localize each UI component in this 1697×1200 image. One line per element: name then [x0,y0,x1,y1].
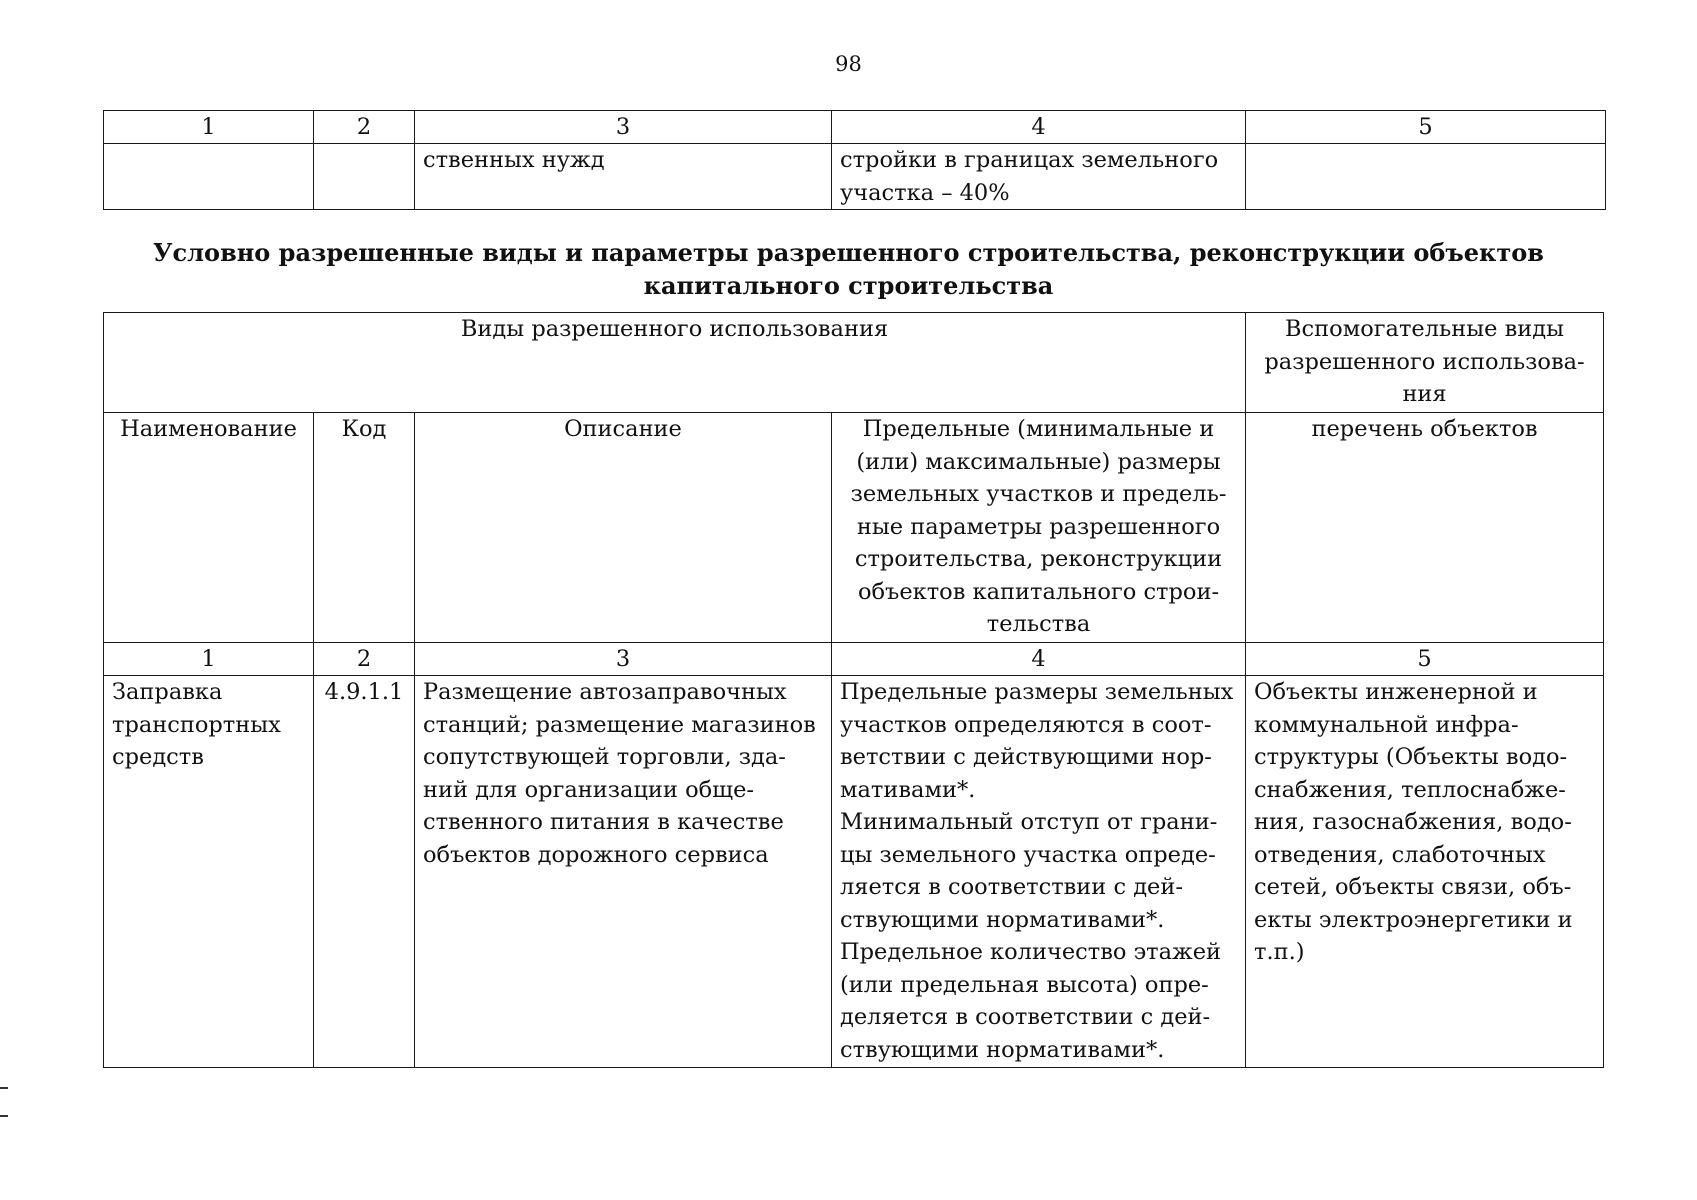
margin-mark [0,1115,8,1117]
table-cell [104,144,314,210]
column-number: 4 [832,111,1246,144]
column-number: 1 [104,643,314,676]
section-heading: Условно разрешенные виды и параметры разрешенного строительства, реконструкции объектов капитального строительства [153,238,1544,300]
group-header-main: Виды разрешенного использования [104,313,1246,413]
header-name: Наименование [104,413,314,643]
column-number: 4 [832,643,1246,676]
continuation-table [103,110,1606,210]
column-number-row [104,111,1606,144]
header-limits: Предельные (минимальные и (или) максимальные) размеры земельных участков и предель- ные параметры разрешенного строительства, реконструкции объектов капитального строи- тельства [832,413,1246,643]
page-number: 98 [835,52,862,76]
cell-limits: Предельные размеры земельных участков определяются в соот- ветствии с действующими нор- мативами*. Минимальный отступ от грани- цы земельного участка опреде- ляется в соответствии с дей- ствующими нормативами*. Предельное количество этажей (или предельная высота) опре- деляется в соответствии с дей- ствующими нормативами*. [832,676,1246,1068]
column-number-row [104,643,1604,676]
header-description: Описание [415,413,832,643]
cell-description: Размещение автозаправочных станций; размещение магазинов сопутствующей торговли, зда- ний для организации обще- ственного питания в качестве объектов дорожного сервиса [415,676,832,1068]
table-cell [314,144,415,210]
permitted-uses-table [103,312,1604,1068]
header-code: Код [314,413,415,643]
column-header-row [104,413,1604,643]
table-cell [1246,144,1606,210]
table-row [104,144,1606,210]
cell-code: 4.9.1.1 [314,676,415,1068]
margin-mark [0,1087,8,1089]
column-number: 1 [104,111,314,144]
cell-name: Заправка транспортных средств [104,676,314,1068]
table-row [104,676,1604,1068]
table-cell: стройки в границах земельного участка – 40% [832,144,1246,210]
table-cell: ственных нужд [415,144,832,210]
group-header-aux: Вспомогательные виды разрешенного использова- ния [1246,313,1604,413]
column-number: 3 [415,111,832,144]
column-number: 2 [314,111,415,144]
cell-objects: Объекты инженерной и коммунальной инфра- структуры (Объекты водо- снабжения, теплоснабже- ния, газоснабжения, водо- отведения, слаботочных сетей, объекты связи, объ- екты электроэнергетики и т.п.) [1246,676,1604,1068]
group-header-row [104,313,1604,413]
header-objects: перечень объектов [1246,413,1604,643]
column-number: 5 [1246,643,1604,676]
column-number: 5 [1246,111,1606,144]
column-number: 2 [314,643,415,676]
column-number: 3 [415,643,832,676]
